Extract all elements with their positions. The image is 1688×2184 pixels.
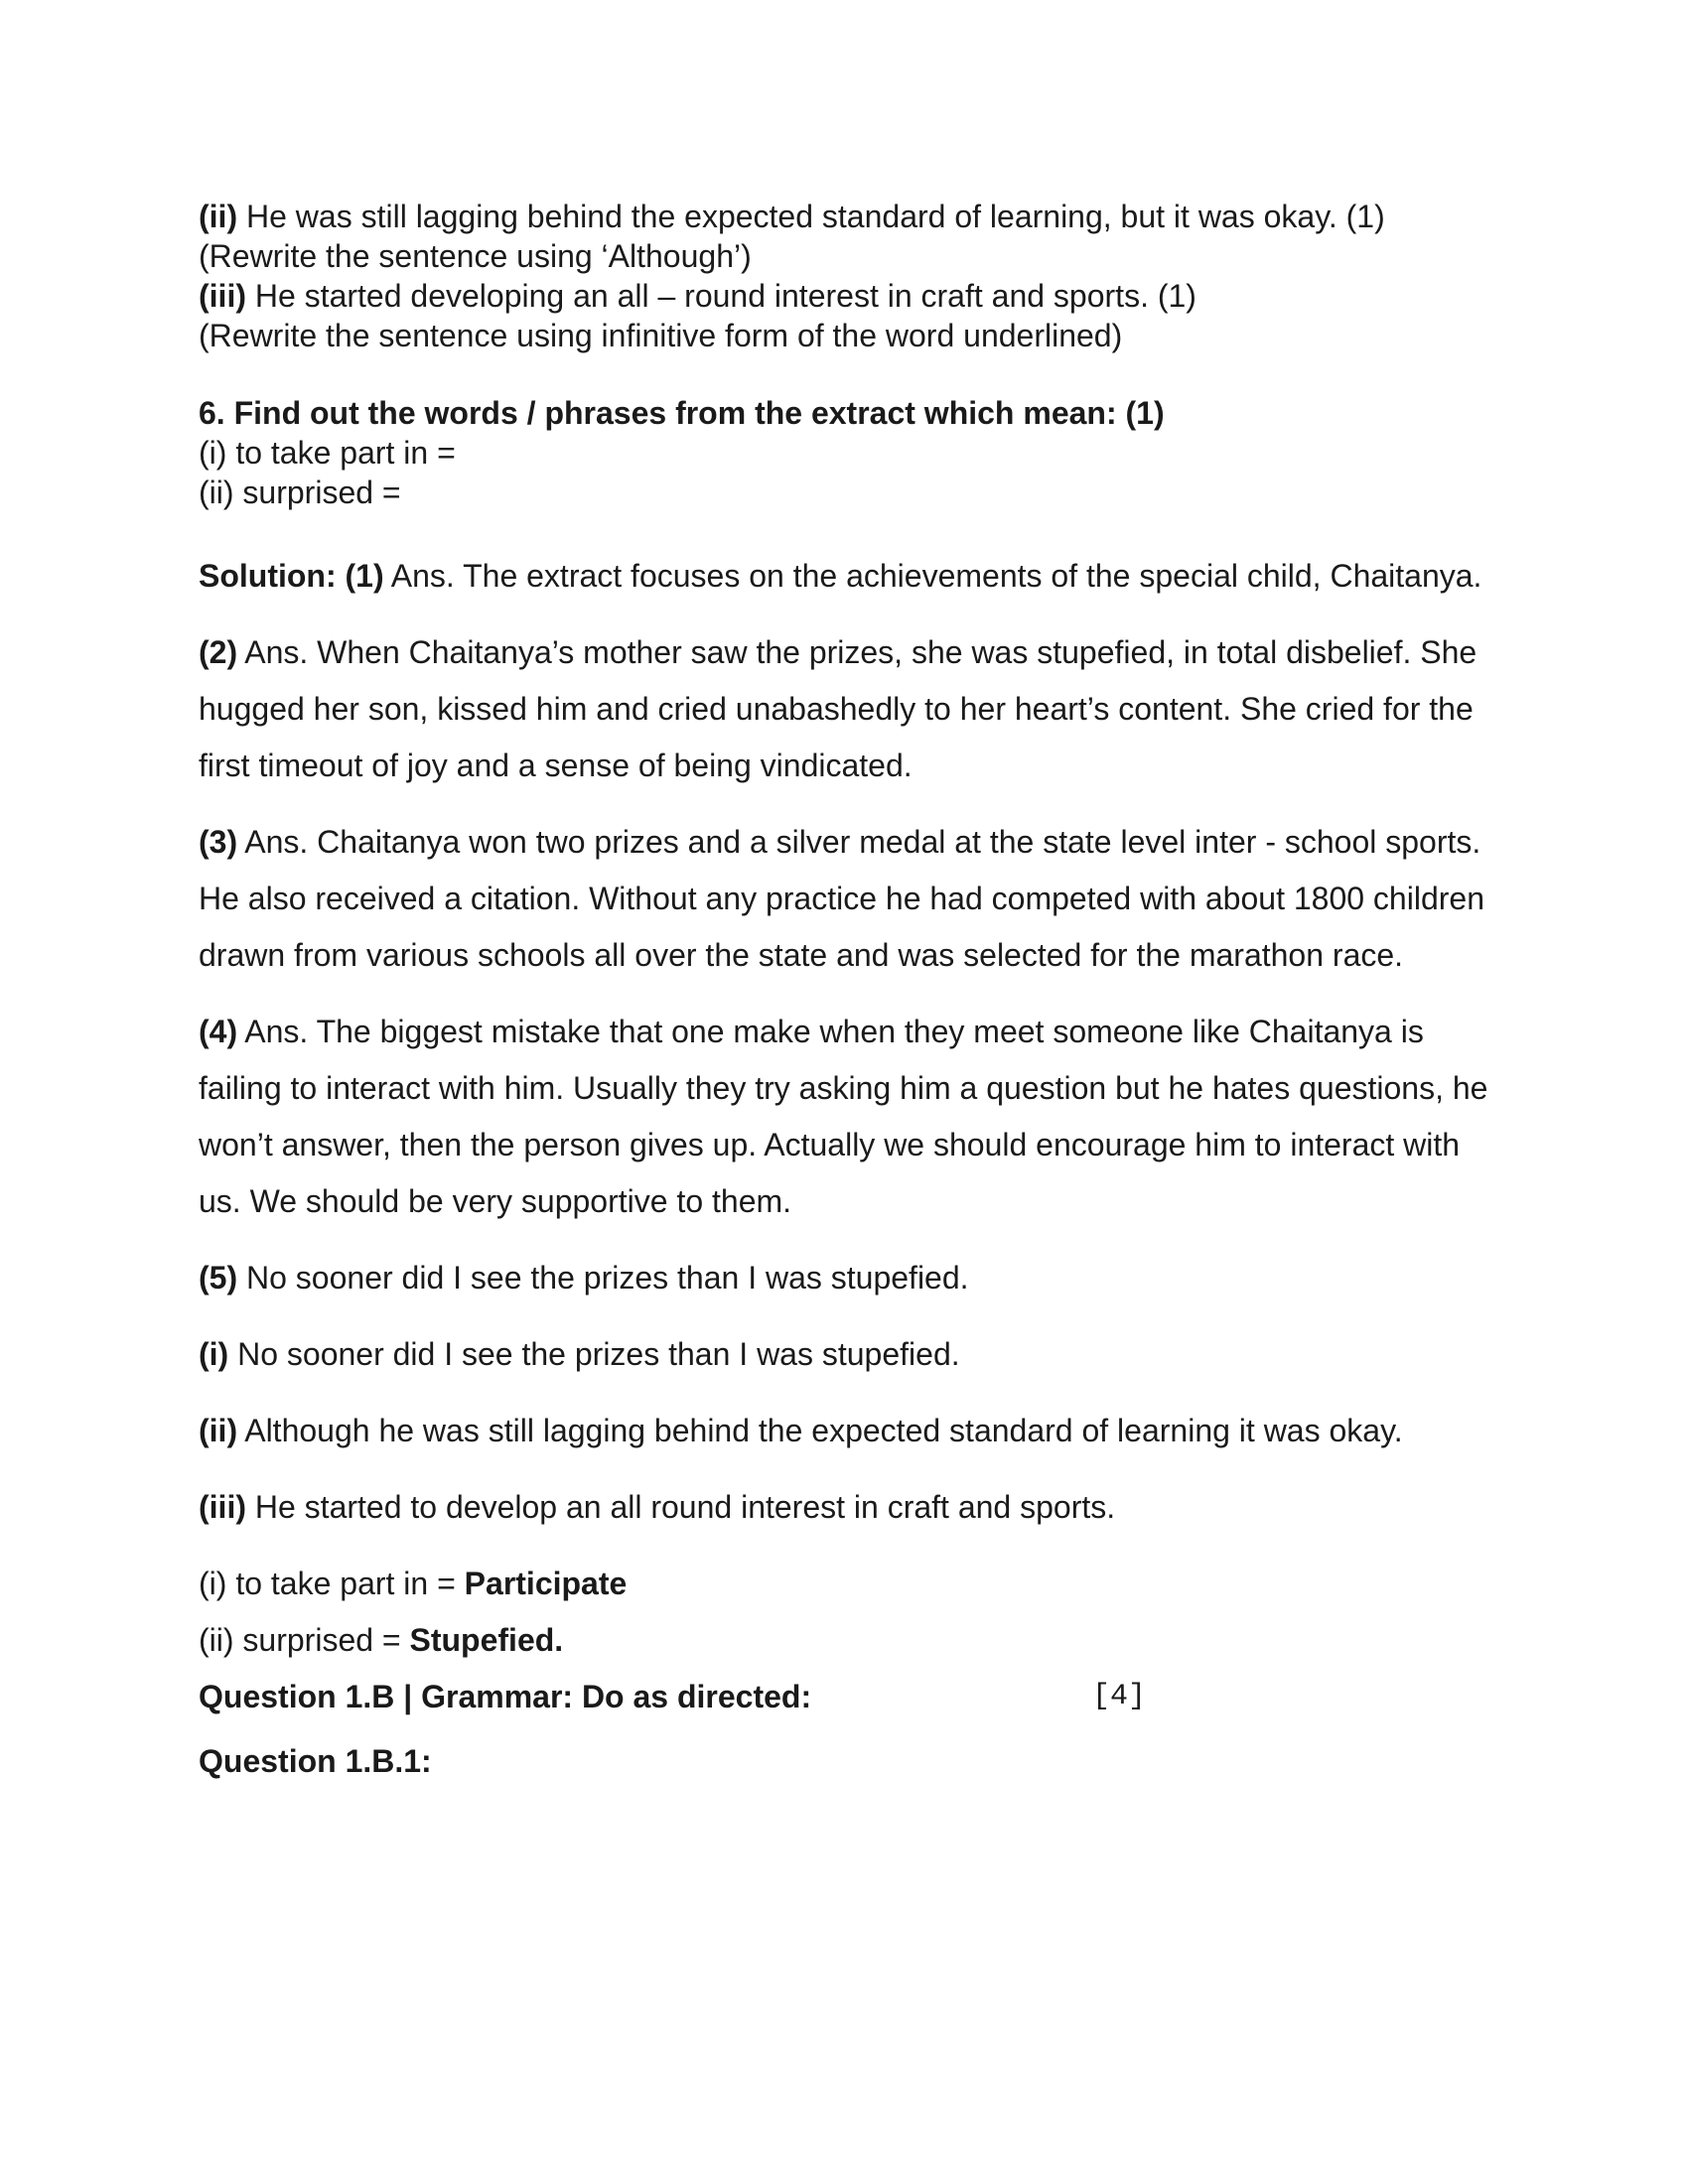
solution-answer-4: (4) Ans. The biggest mistake that one make when they meet someone like Chaitanya is failing to interact with him. Usually they try asking him a question but he hates questions, he won’t answer, then the person gives up. Actually we should encourage him to interact with us. We should be very supportive to them. bbox=[199, 1014, 1488, 1219]
solution-answer-2: (2) Ans. When Chaitanya’s mother saw the prizes, she was stupefied, in total disbelief. She hugged her son, kissed him and cried unabashedly to her heart’s content. She cried for the first timeout of joy and a sense of being vindicated. bbox=[199, 634, 1477, 783]
question-iii-instruction: (Rewrite the sentence using infinitive form of the word underlined) bbox=[199, 318, 1123, 353]
vocab-item: (ii) surprised = Stupefied. bbox=[199, 1622, 564, 1658]
solution-answer-5: (5) No sooner did I see the prizes than I was stupefied. bbox=[199, 1260, 969, 1296]
solution-answers bbox=[199, 548, 1489, 1230]
grammar-heading-row bbox=[199, 1669, 1489, 1725]
question-ii-instruction: (Rewrite the sentence using ‘Although’) bbox=[199, 238, 752, 274]
question-6 bbox=[199, 393, 1489, 512]
solution-answer-3: (3) Ans. Chaitanya won two prizes and a silver medal at the state level inter - school sports. He also received a citation. Without any practice he had competed with about 1800 children drawn from various schools all over the state and was selected for the marathon race. bbox=[199, 824, 1484, 973]
grammar-heading: Question 1.B | Grammar: Do as directed: bbox=[199, 1679, 812, 1714]
grammar-sub-heading: Question 1.B.1: bbox=[199, 1743, 432, 1779]
solution-short-answers bbox=[199, 1250, 1489, 1536]
question-iii: (iii) He started developing an all – round interest in craft and sports. (1) bbox=[199, 278, 1196, 314]
grammar-marks: [4] bbox=[1092, 1680, 1147, 1713]
solution-answer-5-i: (i) No sooner did I see the prizes than I was stupefied. bbox=[199, 1336, 960, 1372]
document-page bbox=[199, 197, 1489, 1790]
vocab-item: (i) to take part in = Participate bbox=[199, 1566, 628, 1601]
solution-answer-1: Solution: (1) Ans. The extract focuses on the achievements of the special child, Chaitanya. bbox=[199, 558, 1482, 594]
questions-top bbox=[199, 197, 1489, 355]
solution-vocab bbox=[199, 1556, 1489, 1669]
solution-answer-5-ii: (ii) Although he was still lagging behind the expected standard of learning it was okay. bbox=[199, 1413, 1403, 1448]
question-6-item: (i) to take part in = bbox=[199, 435, 456, 471]
solution-answer-5-iii: (iii) He started to develop an all round interest in craft and sports. bbox=[199, 1489, 1116, 1525]
question-ii: (ii) He was still lagging behind the expected standard of learning, but it was okay. (1) bbox=[199, 199, 1385, 234]
question-6-heading: 6. Find out the words / phrases from the extract which mean: (1) bbox=[199, 395, 1165, 431]
question-6-item: (ii) surprised = bbox=[199, 475, 401, 510]
